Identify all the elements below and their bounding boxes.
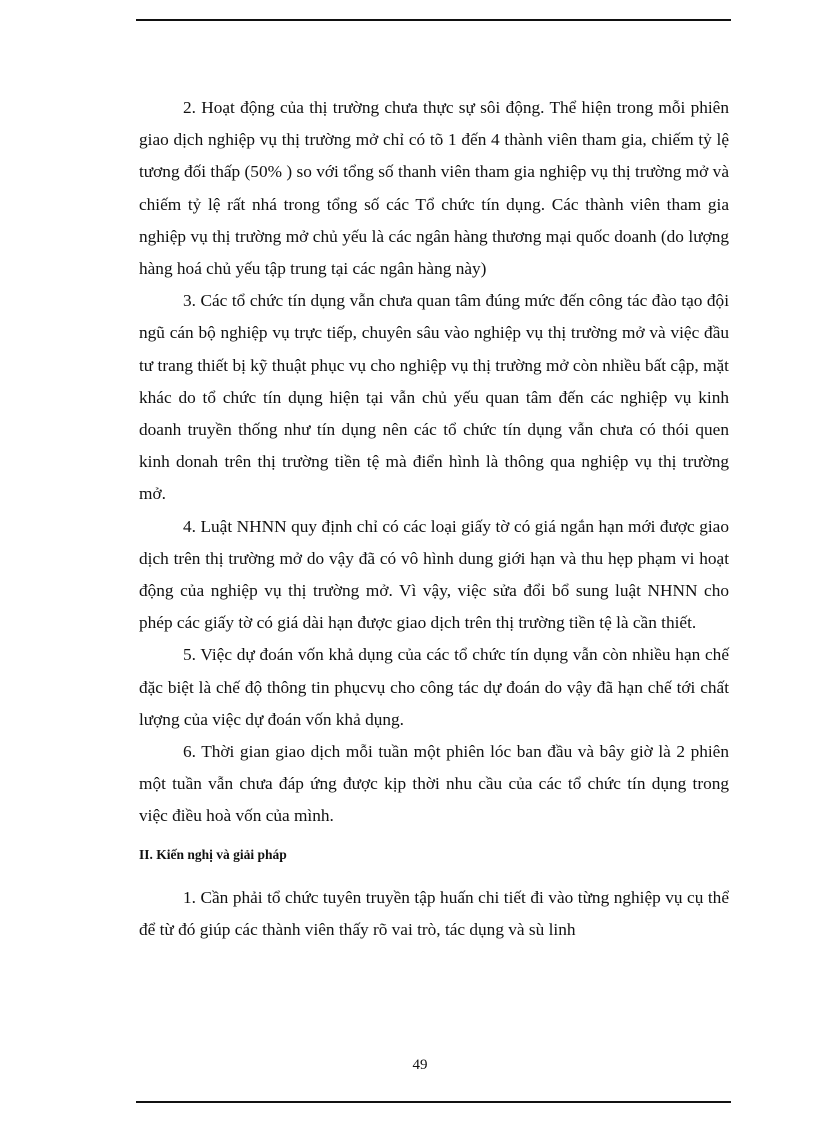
paragraph-2: 2. Hoạt động của thị trường chưa thực sự sôi động. Thể hiện trong mỗi phiên giao dịch nghiệp vụ thị trường mở chỉ có tõ 1 đến 4 thành viên tham gia, chiếm tỷ lệ tương đối thấp (50% ) so với tổng số thanh viên tham gia nghiệp vụ thị trường mở và chiếm tỷ lệ rất nhá trong tổng số các Tổ chức tín dụng. Các thành viên tham gia nghiệp vụ thị trường mở chủ yếu là các ngân hàng thương mại quốc doanh (do lượng hàng hoá chủ yếu tập trung tại các ngân hàng này)	[139, 98, 729, 279]
paragraph-recommendation-1: 1. Cần phải tổ chức tuyên truyền tập huấn chi tiết đi vào từng nghiệp vụ cụ thể để từ đó giúp các thành viên thấy rõ vai trò, tác dụng và sù linh	[139, 887, 729, 939]
paragraph-3: 3. Các tổ chức tín dụng vẫn chưa quan tâm đúng mức đến công tác đào tạo đội ngũ cán bộ nghiệp vụ trực tiếp, chuyên sâu vào nghiệp vụ thị trường mở và việc đầu tư trang thiết bị kỹ thuật phục vụ cho nghiệp vụ thị trường mở còn nhiều bất cập, mặt khác do tổ chức tín dụng hiện tại vẫn chủ yếu quan tâm đến các nghiệp vụ kinh doanh truyền thống như tín dụng nên các tổ chức tín dụng vẫn chưa có thói quen kinh donah trên thị trường tiền tệ mà điển hình là thông qua nghiệp vụ thị trường mở.	[139, 291, 729, 504]
paragraph-5: 5. Việc dự đoán vốn khả dụng của các tổ chức tín dụng vẫn còn nhiều hạn chế đặc biệt là chế độ thông tin phụcvụ cho công tác dự đoán do vậy đã hạn chế tới chất lượng của việc dự đoán vốn khả dụng.	[139, 645, 729, 729]
paragraph-6: 6. Thời gian giao dịch mỗi tuần một phiên lóc ban đầu và bây giờ là 2 phiên một tuần vẫn chưa đáp ứng được kịp thời nhu cầu của các tổ chức tín dụng trong việc điều hoà vốn của mình.	[139, 742, 729, 826]
section-heading: II. Kiến nghị và giải pháp	[139, 846, 287, 862]
footer-rule	[136, 1101, 731, 1103]
header-rule	[136, 19, 731, 21]
page-number: 49	[412, 1057, 428, 1073]
page-body	[139, 92, 729, 946]
paragraph-4: 4. Luật NHNN quy định chỉ có các loại giấy tờ có giá ngắn hạn mới được giao dịch trên thị trường mở do vậy đã có vô hình dung giới hạn và thu hẹp phạm vi hoạt động của nghiệp vụ thị trường mở. Vì vậy, việc sửa đổi bổ sung luật NHNN cho phép các giấy tờ có giá dài hạn được giao dịch trên thị trường tiền tệ là cần thiết.	[139, 516, 729, 633]
